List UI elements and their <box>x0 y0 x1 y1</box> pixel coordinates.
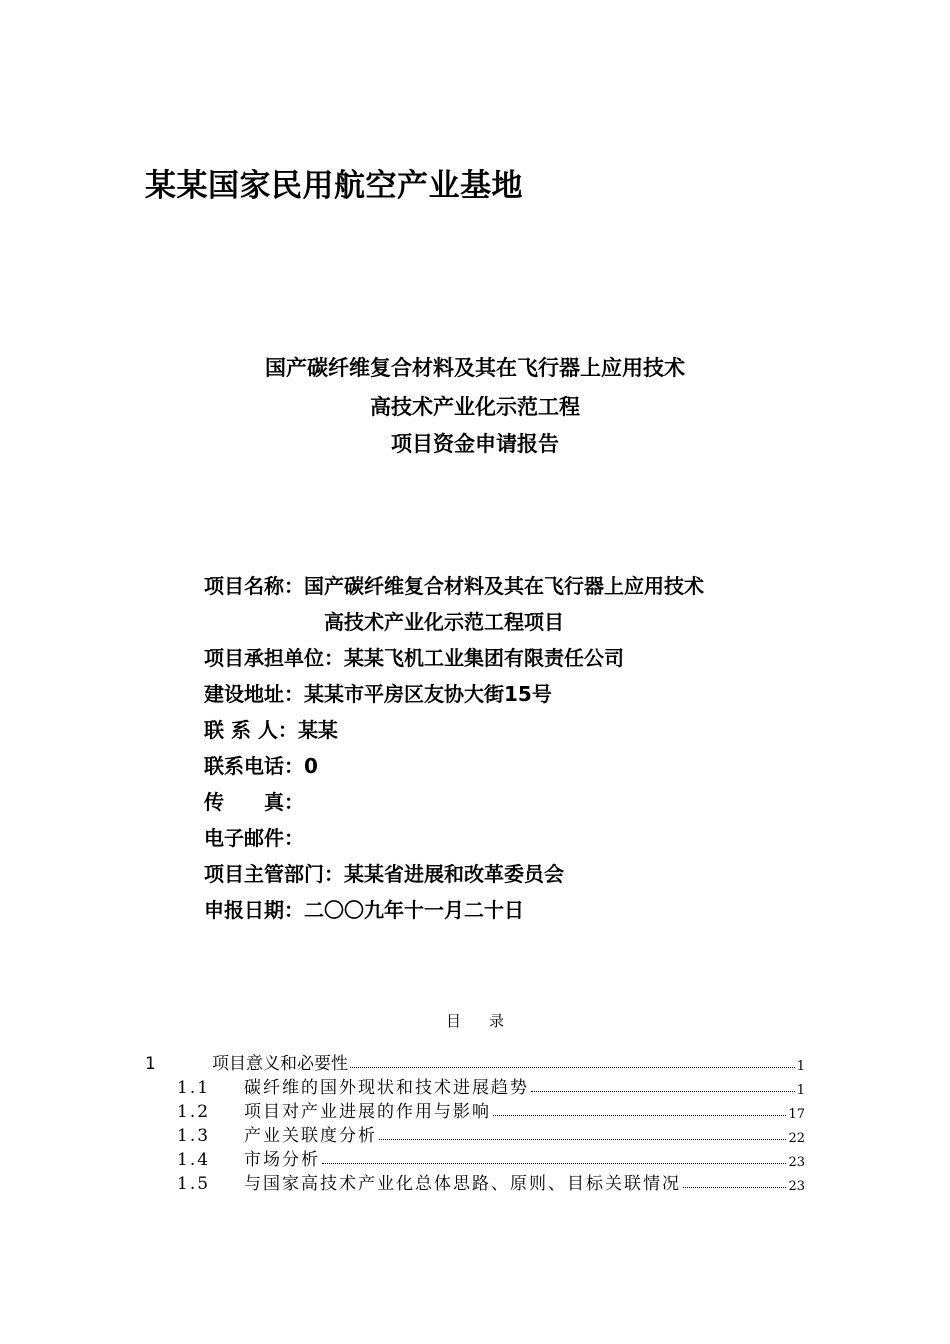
contact-value: 某某 <box>297 718 338 742</box>
project-info-block <box>204 573 704 933</box>
toc-entry-page: 1 <box>796 1083 805 1098</box>
toc-leader-dots <box>379 1138 786 1140</box>
toc-entry-title: 与国家高技术产业化总体思路、原则、目标关联情况 <box>244 1174 681 1194</box>
toc-entry-number: 1.5 <box>177 1174 211 1194</box>
toc-entry[interactable] <box>145 1050 805 1074</box>
toc-entry-title: 产业关联度分析 <box>244 1126 377 1146</box>
address-row <box>204 681 704 717</box>
report-title-line-3: 项目资金申请报告 <box>391 432 559 456</box>
toc-entry-number: 1 <box>145 1054 156 1074</box>
toc-entry-page: 17 <box>788 1107 805 1122</box>
department-value: 某某省进展和改革委员会 <box>344 862 564 886</box>
department-row <box>204 861 704 897</box>
undertaker-row <box>204 645 704 681</box>
department-label: 项目主管部门： <box>204 862 344 886</box>
toc-leader-dots <box>531 1090 795 1092</box>
toc-entry-title: 市场分析 <box>244 1150 320 1170</box>
fax-label: 传 真： <box>204 790 304 814</box>
toc-entry-title: 碳纤维的国外现状和技术进展趋势 <box>244 1078 529 1098</box>
phone-row <box>204 753 704 789</box>
organization-heading: 某某国家民用航空产业基地 <box>145 168 523 204</box>
contact-label: 联 系 人： <box>204 718 298 742</box>
toc-heading-char-1: 目 <box>445 1012 461 1030</box>
date-row <box>204 897 704 933</box>
table-of-contents <box>145 1050 805 1194</box>
toc-entry[interactable] <box>145 1074 805 1098</box>
toc-entry-page: 1 <box>796 1059 805 1074</box>
project-name-label: 项目名称： <box>204 574 304 598</box>
project-name-continuation <box>204 609 704 645</box>
toc-leader-dots <box>683 1186 786 1188</box>
date-label: 申报日期： <box>204 898 304 922</box>
toc-entry-title: 项目对产业进展的作用与影响 <box>244 1102 491 1122</box>
toc-entry-number: 1.4 <box>177 1150 211 1170</box>
report-title-line-2: 高技术产业化示范工程 <box>370 395 580 419</box>
toc-entry-page: 23 <box>788 1155 805 1170</box>
undertaker-label: 项目承担单位： <box>204 646 344 670</box>
toc-entry[interactable] <box>145 1122 805 1146</box>
toc-entry-page: 22 <box>788 1131 805 1146</box>
toc-leader-dots <box>493 1114 786 1116</box>
toc-heading-char-2: 录 <box>489 1012 505 1030</box>
toc-leader-dots <box>350 1066 795 1068</box>
date-value: 二〇〇九年十一月二十日 <box>304 898 524 922</box>
project-name-value-line-2: 高技术产业化示范工程项目 <box>324 610 564 634</box>
toc-heading <box>0 1010 950 1031</box>
fax-row <box>204 789 704 825</box>
toc-entry-page: 23 <box>788 1179 805 1194</box>
email-label: 电子邮件： <box>204 826 304 850</box>
toc-entry-number: 1.2 <box>177 1102 211 1122</box>
toc-entry-title: 项目意义和必要性 <box>212 1054 348 1074</box>
contact-row <box>204 717 704 753</box>
toc-entry[interactable] <box>145 1098 805 1122</box>
email-row <box>204 825 704 861</box>
address-label: 建设地址： <box>204 682 304 706</box>
project-name-row <box>204 573 704 609</box>
phone-value: 0 <box>304 754 318 778</box>
report-title-line-1: 国产碳纤维复合材料及其在飞行器上应用技术 <box>265 356 685 380</box>
toc-entry-number: 1.1 <box>177 1078 211 1098</box>
toc-leader-dots <box>322 1162 786 1164</box>
toc-entry[interactable] <box>145 1146 805 1170</box>
undertaker-value: 某某飞机工业集团有限责任公司 <box>344 646 624 670</box>
project-name-value: 国产碳纤维复合材料及其在飞行器上应用技术 <box>304 574 704 598</box>
phone-label: 联系电话： <box>204 754 304 778</box>
toc-entry[interactable] <box>145 1170 805 1194</box>
address-value: 某某市平房区友协大街15号 <box>304 682 552 706</box>
toc-entry-number: 1.3 <box>177 1126 211 1146</box>
